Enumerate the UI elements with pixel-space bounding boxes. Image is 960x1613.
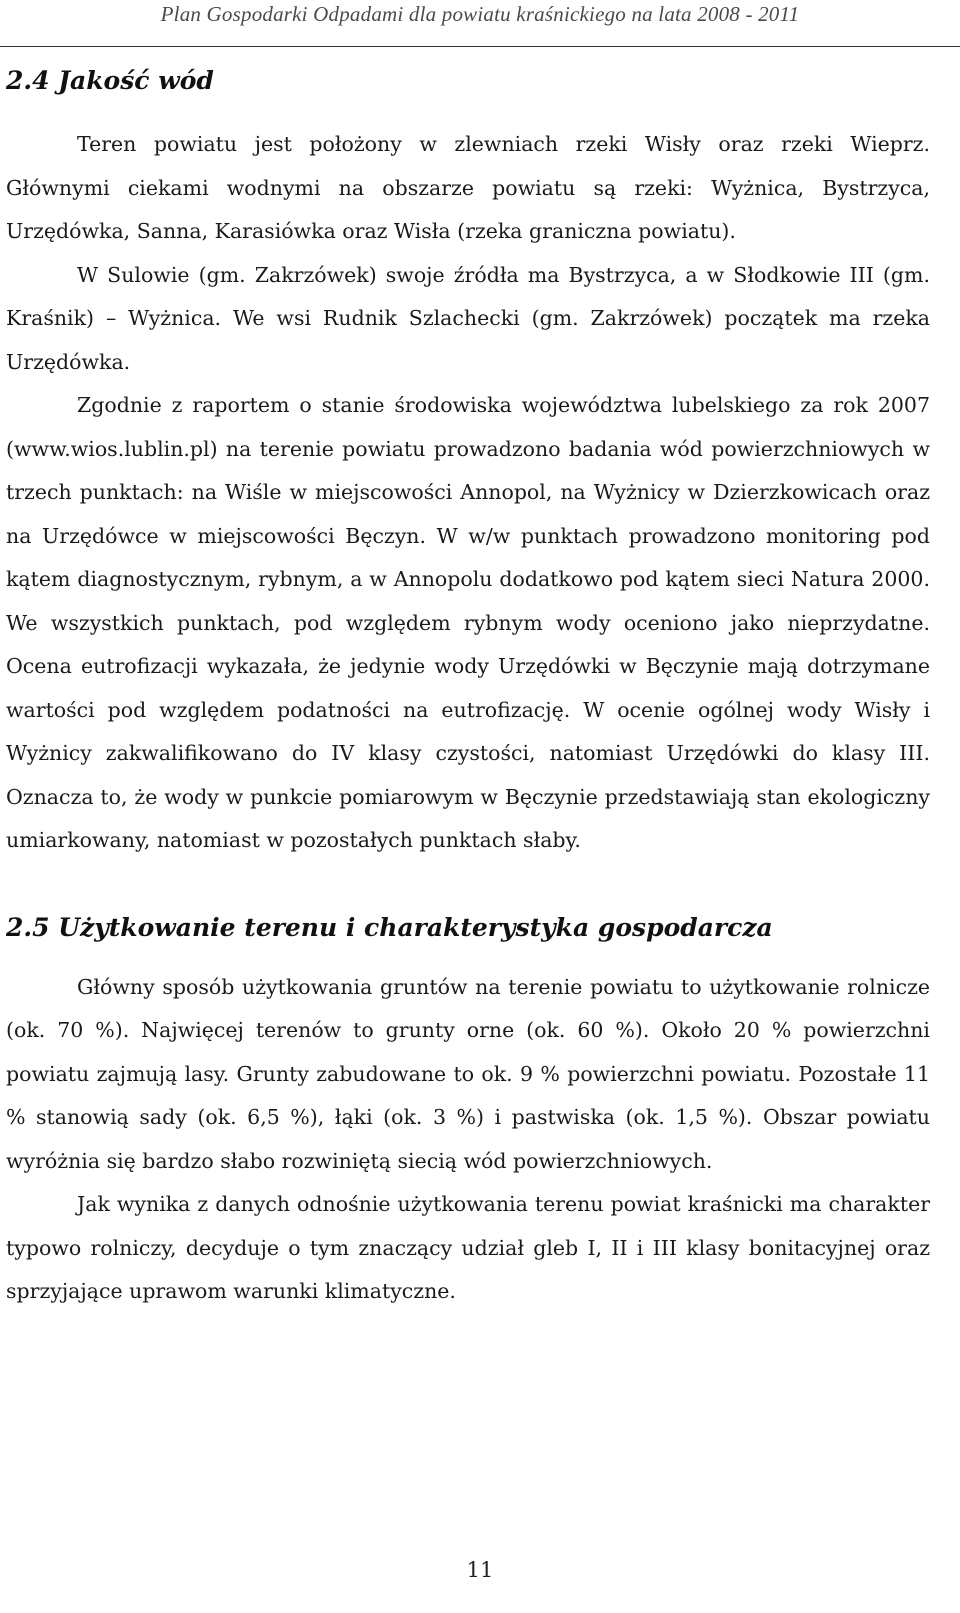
section-heading-2-4: 2.4 Jakość wód [6, 66, 214, 95]
running-header [0, 0, 960, 47]
paragraph: Główny sposób użytkowania gruntów na terenie powiatu to użytkowanie rolnicze (ok. 70 %). Najwięcej terenów to grunty orne (ok. 60 %). Około 20 % powierzchni powiatu zajmują lasy. Grunty zabudowane to ok. 9 % powierzchni powiatu. Pozostałe 11 % stanowią sady (ok. 6,5 %), łąki (ok. 3 %) i pastwiska (ok. 1,5 %). Obszar powiatu wyróżnia się bardzo słabo rozwiniętą siecią wód powierzchniowych. [6, 974, 930, 1173]
document-body [6, 66, 930, 1314]
page-number: 11 [466, 1558, 494, 1582]
paragraph: Teren powiatu jest położony w zlewniach rzeki Wisły oraz rzeki Wieprz. Głównymi ciekami wodnymi na obszarze powiatu są rzeki: Wyżnica, Bystrzyca, Urzędówka, Sanna, Karasiówka oraz Wisła (rzeka graniczna powiatu). [6, 132, 930, 243]
paragraph: W Sulowie (gm. Zakrzówek) swoje źródła ma Bystrzyca, a w Słodkowie III (gm. Kraśnik) – Wyżnica. We wsi Rudnik Szlachecki (gm. Zakrzówek) początek ma rzeka Urzędówka. [6, 262, 930, 374]
section-heading-2-5: 2.5 Użytkowanie terenu i charakterystyka gospodarcza [6, 912, 773, 942]
paragraph: Jak wynika z danych odnośnie użytkowania terenu powiat kraśnicki ma charakter typowo rolniczy, decyduje o tym znaczący udział gleb I, II i III klasy bonitacyjnej oraz sprzyjające uprawom warunki klimatyczne. [6, 1192, 930, 1303]
paragraph: Zgodnie z raportem o stanie środowiska województwa lubelskiego za rok 2007 (www.wios.lublin.pl) na terenie powiatu prowadzono badania wód powierzchniowych w trzech punktach: na Wiśle w miejscowości Annopol, na Wyżnicy w Dzierzkowicach oraz na Urzędówce w miejscowości Bęczyn. W w/w punktach prowadzono monitoring pod kątem diagnostycznym, rybnym, a w Annopolu dodatkowo pod kątem sieci Natura 2000. We wszystkich punktach, pod względem rybnym wody oceniono jako nieprzydatne. Ocena eutrofizacji wykazała, że jedynie wody Urzędówki w Bęczynie mają dotrzymane wartości pod względem podatności na eutrofizację. W ocenie ogólnej wody Wisły i Wyżnicy zakwalifikowano do IV klasy czystości, natomiast Urzędówki do klasy III. Oznacza to, że wody w punkcie pomiarowym w Bęczynie przedstawiają stan ekologiczny umiarkowany, natomiast w pozostałych punktach słaby. [6, 393, 930, 852]
running-header-title: Plan Gospodarki Odpadami dla powiatu kraśnickiego na lata 2008 - 2011 [160, 2, 800, 26]
